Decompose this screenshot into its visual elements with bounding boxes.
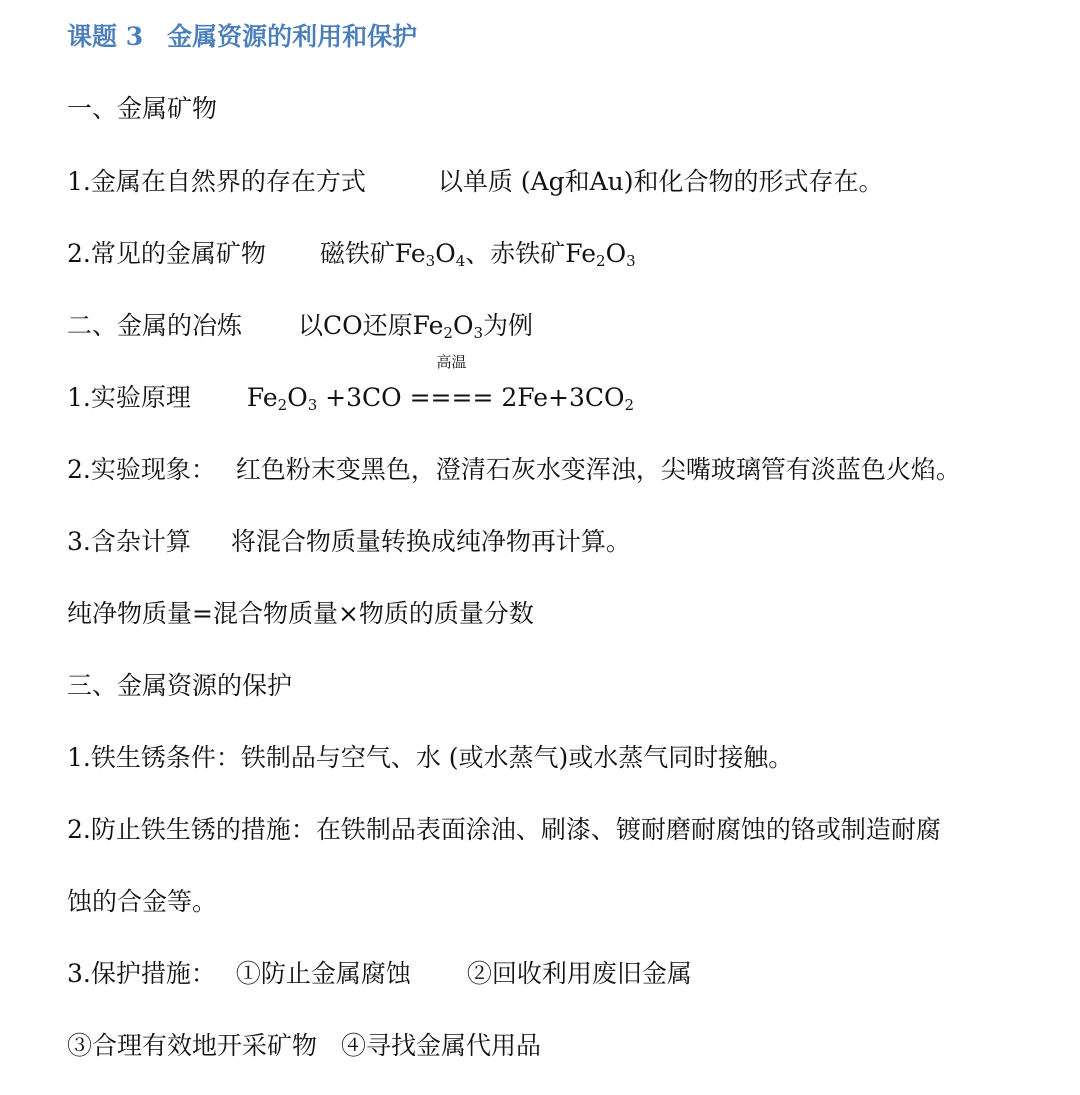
item-label: 3.含杂计算 [67,527,191,556]
measure-2: ②回收利用废旧金属 [466,959,692,988]
section-1-item-2 [67,237,636,271]
section-3-item-1: 1.铁生锈条件：铁制品与空气、水 (或水蒸气)或水蒸气同时接触。 [67,743,794,772]
reaction-arrow: 高温 ==== [409,353,494,412]
lesson-title-text: 金属资源的利用和保护 [167,22,418,51]
item-label: 1.金属在自然界的存在方式 [67,167,366,196]
item-label: 3.保护措施： [67,959,216,988]
item-label: 2.常见的金属矿物 [67,239,266,268]
heading-note: 以CO还原$Fe_2O_3$为例 [298,311,534,342]
item-label: 2.实验现象： [67,455,216,484]
lesson-number: 课题 3 [67,22,144,51]
section-3-item-3 [67,957,692,991]
item-text: 将混合物质量转换成纯净物再计算。 [230,527,631,556]
chemical-equation: $Fe_2O_3 +3CO$ 高温 ==== $2Fe+3CO_2$ [246,353,635,414]
item-text: 磁铁矿$Fe_3O_4$、赤铁矿$Fe_2O_3$ [319,239,636,270]
section-2-item-2 [67,453,961,487]
measure-4: ④寻找金属代用品 [341,1031,542,1060]
section-2-item-3 [67,525,631,559]
section-3-item-3-continued [67,1029,541,1063]
item-text: 以单质 (Ag和Au)和化合物的形式存在。 [437,167,884,196]
section-2-item-1 [67,353,635,415]
item-label: 1.实验原理 [67,383,191,412]
purity-formula: 纯净物质量=混合物质量×物质的质量分数 [67,599,534,628]
measure-3: ③合理有效地开采矿物 [67,1031,318,1060]
lesson-title [67,20,417,54]
item-text: 红色粉末变黑色，澄清石灰水变浑浊，尖嘴玻璃管有淡蓝色火焰。 [235,455,961,484]
section-3-heading: 三、金属资源的保护 [67,671,293,700]
section-1-heading: 一、金属矿物 [67,94,218,123]
section-3-item-2-line-2: 蚀的合金等。 [67,887,218,916]
section-3-item-2-line-1: 2.防止铁生锈的措施：在铁制品表面涂油、刷漆、镀耐磨耐腐蚀的铬或制造耐腐 [67,815,941,844]
section-1-item-1 [67,165,884,199]
measure-1: ①防止金属腐蚀 [235,959,411,988]
section-2-heading: 二、金属的冶炼 以CO还原$Fe_2O_3$为例 [67,311,534,342]
reaction-condition: 高温 [436,353,467,371]
